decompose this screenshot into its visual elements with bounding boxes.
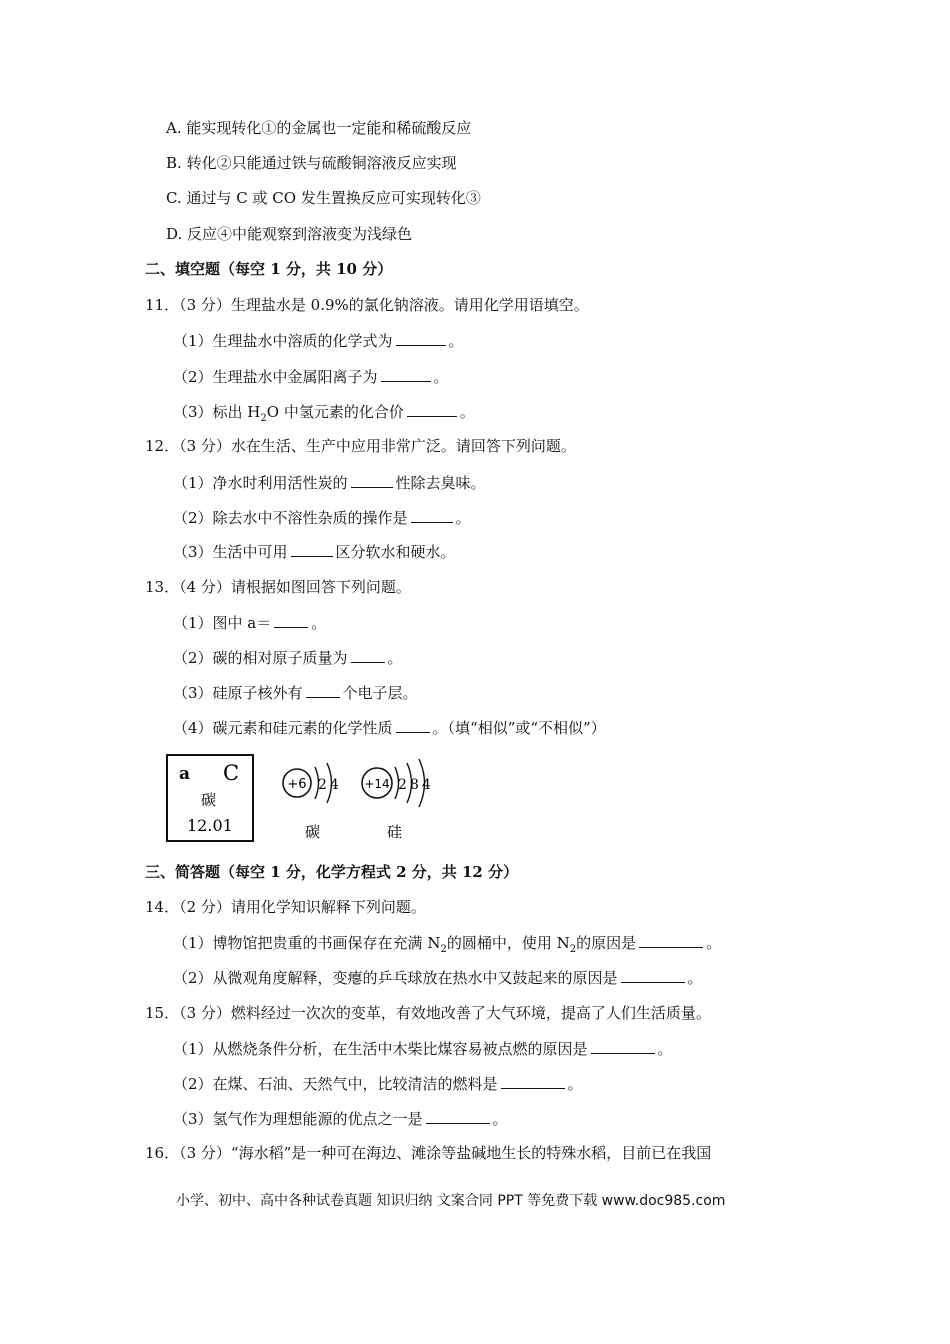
answer-blank[interactable] bbox=[274, 612, 308, 628]
nucleus-charge: +14 bbox=[364, 777, 390, 791]
sub-question: （2）在煤、石油、天然气中，比较清洁的燃料是 。 bbox=[173, 1075, 583, 1093]
sub-question: （1）博物馆把贵重的书画保存在充满 $N_2$的圆桶中，使用 $N_2$的原因是 。 bbox=[173, 934, 722, 955]
question-stem: 13．（4 分）请根据如图回答下列问题。 bbox=[145, 578, 411, 596]
sub-question: （2）除去水中不溶性杂质的操作是 。 bbox=[173, 509, 471, 527]
page-footer: 小学、初中、高中各种试卷真题 知识归纳 文案合同 PPT 等免费下载 www.doc985.com bbox=[176, 1193, 726, 1209]
answer-blank[interactable] bbox=[621, 967, 685, 983]
nucleus-charge: +6 bbox=[287, 777, 307, 792]
answer-blank[interactable] bbox=[426, 1108, 490, 1124]
shell-electrons: 4 bbox=[330, 777, 339, 793]
answer-blank[interactable] bbox=[381, 366, 431, 382]
sub-question: （3）氢气作为理想能源的优点之一是 。 bbox=[173, 1110, 508, 1128]
shell-electrons: 4 bbox=[422, 777, 431, 793]
sub-question: （1）生理盐水中溶质的化学式为 。 bbox=[173, 332, 464, 350]
answer-blank[interactable] bbox=[396, 717, 430, 733]
element-figure bbox=[165, 753, 445, 845]
answer-blank[interactable] bbox=[291, 541, 333, 557]
carbon-atom-diagram bbox=[283, 763, 339, 841]
option-a: A. 能实现转化①的金属也一定能和稀硫酸反应 bbox=[166, 119, 472, 137]
cell-mass: 12.01 bbox=[187, 816, 233, 835]
option-b: B. 转化②只能通过铁与硫酸铜溶液反应实现 bbox=[166, 154, 457, 172]
section-heading: 二、填空题（每空 1 分，共 10 分） bbox=[145, 260, 393, 278]
shell-electrons: 8 bbox=[410, 777, 419, 793]
atom-label: 碳 bbox=[305, 823, 321, 841]
question-stem: 16．（3 分）“海水稻”是一种可在海边、滩涂等盐碱地生长的特殊水稻，目前已在我国 bbox=[145, 1144, 712, 1162]
answer-blank[interactable] bbox=[639, 932, 703, 948]
answer-blank[interactable] bbox=[411, 507, 453, 523]
cell-name: 碳 bbox=[201, 791, 217, 809]
answer-blank[interactable] bbox=[351, 472, 393, 488]
answer-blank[interactable] bbox=[351, 647, 385, 663]
answer-blank[interactable] bbox=[501, 1073, 565, 1089]
question-stem: 15．（3 分）燃料经过一次次的变革，有效地改善了大气环境，提高了人们生活质量。 bbox=[145, 1004, 711, 1022]
answer-blank[interactable] bbox=[396, 330, 446, 346]
shell-electrons: 2 bbox=[398, 777, 407, 793]
sub-question: （3）硅原子核外有 个电子层。 bbox=[173, 684, 418, 702]
option-c: C. 通过与 C 或 CO 发生置换反应可实现转化③ bbox=[166, 189, 481, 207]
question-stem: 14．（2 分）请用化学知识解释下列问题。 bbox=[145, 898, 426, 916]
atom-label: 硅 bbox=[387, 823, 403, 841]
sub-question: （1）净水时利用活性炭的 性除去臭味。 bbox=[173, 474, 486, 492]
shell-electrons: 2 bbox=[318, 777, 327, 793]
answer-blank[interactable] bbox=[306, 682, 340, 698]
sub-question: （4）碳元素和硅元素的化学性质 。（填“相似”或“不相似”） bbox=[173, 719, 606, 737]
answer-blank[interactable] bbox=[591, 1038, 655, 1054]
sub-question: （1）图中 a＝ 。 bbox=[173, 614, 327, 632]
sub-question: （2）从微观角度解释，变瘪的乒乓球放在热水中又鼓起来的原因是 。 bbox=[173, 969, 703, 987]
sub-question: （2）生理盐水中金属阳离子为 。 bbox=[173, 368, 449, 386]
section-heading: 三、简答题（每空 1 分，化学方程式 2 分，共 12 分） bbox=[145, 863, 519, 881]
sub-question: （1）从燃烧条件分析，在生活中木柴比煤容易被点燃的原因是 。 bbox=[173, 1040, 673, 1058]
cell-symbol: C bbox=[223, 761, 240, 785]
question-stem: 11．（3 分）生理盐水是 0.9%的氯化钠溶液。请用化学用语填空。 bbox=[145, 296, 589, 314]
sub-question: （2）碳的相对原子质量为 。 bbox=[173, 649, 403, 667]
sub-question: （3）标出 $H_2O$ 中氢元素的化合价 。 bbox=[173, 403, 475, 424]
option-d: D. 反应④中能观察到溶液变为浅绿色 bbox=[166, 225, 413, 243]
cell-atomic-number: a bbox=[179, 764, 191, 784]
sub-question: （3）生活中可用 区分软水和硬水。 bbox=[173, 543, 456, 561]
answer-blank[interactable] bbox=[407, 401, 457, 417]
question-stem: 12．（3 分）水在生活、生产中应用非常广泛。请回答下列问题。 bbox=[145, 437, 576, 455]
silicon-atom-diagram bbox=[362, 759, 431, 841]
